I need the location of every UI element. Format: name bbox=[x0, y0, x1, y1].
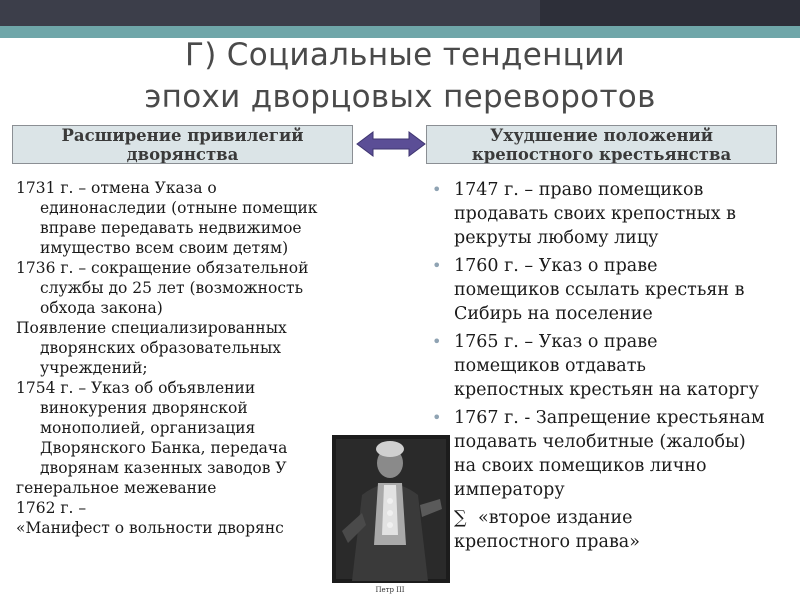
conclusion-line: крепостного права» bbox=[454, 532, 640, 552]
bullet-icon: • bbox=[432, 408, 442, 427]
right-list-item bbox=[428, 254, 798, 326]
left-item-line: 1731 г. – отмена Указа о bbox=[16, 179, 217, 197]
left-item-line: дворянам казенных заводов У bbox=[40, 459, 287, 477]
right-column-header bbox=[426, 125, 777, 164]
left-item-line: 1736 г. – сокращение обязательной bbox=[16, 259, 309, 277]
right-item-line: Сибирь на поселение bbox=[454, 304, 653, 324]
right-item-line: рекруты любому лицу bbox=[454, 228, 659, 248]
slide-title bbox=[0, 34, 800, 118]
bullet-icon: • bbox=[432, 180, 442, 199]
double-arrow-icon bbox=[355, 129, 427, 159]
left-column-header bbox=[12, 125, 353, 164]
right-item-line: помещиков ссылать крестьян в bbox=[454, 280, 745, 300]
left-item-line: Дворянского Банка, передача bbox=[40, 439, 288, 457]
left-header-line-2: дворянства bbox=[126, 145, 239, 164]
right-item-line: 1747 г. – право помещиков bbox=[454, 180, 704, 200]
left-item-line: вправе передавать недвижимое bbox=[40, 219, 302, 237]
right-list-item bbox=[428, 330, 798, 402]
right-item-line: крепостных крестьян на каторгу bbox=[454, 380, 759, 400]
left-item-line: винокурения дворянской bbox=[40, 399, 248, 417]
right-item-line: помещиков отдавать bbox=[454, 356, 646, 376]
right-item-line: императору bbox=[454, 480, 565, 500]
title-line-1: Г) Социальные тенденции bbox=[185, 37, 625, 73]
left-item-line: «Манифест о вольности дворянс bbox=[16, 519, 284, 537]
conclusion bbox=[428, 506, 798, 554]
portrait-image bbox=[332, 435, 450, 583]
left-item-line: дворянских образовательных bbox=[40, 339, 282, 357]
left-column-list bbox=[16, 178, 336, 538]
right-list-item bbox=[428, 406, 798, 502]
conclusion-line: «второе издание bbox=[478, 508, 633, 528]
sigma-icon: ∑ bbox=[454, 508, 467, 528]
left-item-line: монополией, организация bbox=[40, 419, 256, 437]
right-item-line: на своих помещиков лично bbox=[454, 456, 707, 476]
right-header-line-2: крепостного крестьянства bbox=[471, 145, 732, 164]
right-item-line: 1765 г. – Указ о праве bbox=[454, 332, 658, 352]
left-item-line: 1754 г. – Указ об объявлении bbox=[16, 379, 256, 397]
bullet-icon: • bbox=[432, 332, 442, 351]
left-item-line: учреждений; bbox=[40, 359, 148, 377]
left-item-line: Появление специализированных bbox=[16, 319, 287, 337]
left-item-line: единонаследии (отныне помещик bbox=[40, 199, 318, 217]
right-header-line-1: Ухудшение положений bbox=[489, 126, 713, 145]
portrait-caption: Петр III bbox=[375, 586, 405, 594]
right-item-line: продавать своих крепостных в bbox=[454, 204, 737, 224]
right-item-line: подавать челобитные (жалобы) bbox=[454, 432, 746, 452]
top-bar-stripe bbox=[540, 0, 800, 26]
right-column-list bbox=[428, 178, 798, 558]
left-header-line-1: Расширение привилегий bbox=[61, 126, 304, 145]
right-item-line: 1760 г. – Указ о праве bbox=[454, 256, 658, 276]
right-item-line: 1767 г. - Запрещение крестьянам bbox=[454, 408, 765, 428]
top-dark-bar bbox=[0, 0, 800, 26]
left-item-line: службы до 25 лет (возможность bbox=[40, 279, 304, 297]
right-list-item bbox=[428, 178, 798, 250]
left-item-line: генеральное межевание bbox=[16, 479, 217, 497]
left-item-line: 1762 г. – bbox=[16, 499, 87, 517]
title-line-2: эпохи дворцовых переворотов bbox=[144, 79, 656, 115]
left-item-line: имущество всем своим детям) bbox=[40, 239, 289, 257]
left-item-line: обхода закона) bbox=[40, 299, 163, 317]
bullet-icon: • bbox=[432, 256, 442, 275]
